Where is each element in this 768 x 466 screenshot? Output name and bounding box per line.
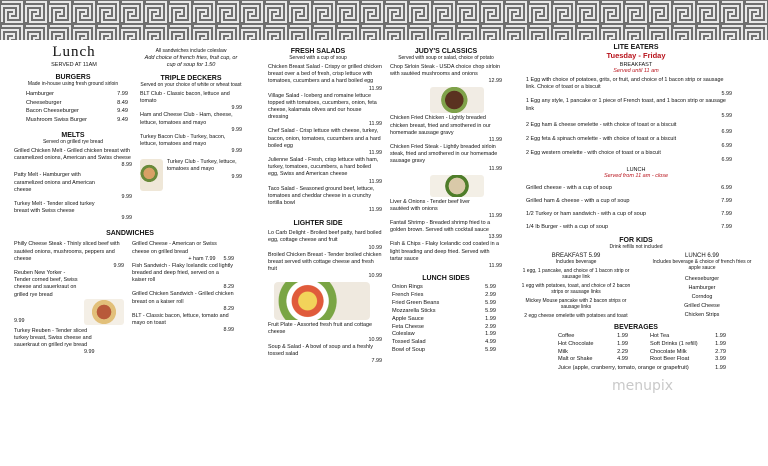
menu-price: 11.99 (488, 165, 502, 172)
menu-item: 1/4 lb Burger - with a cup of soup 7.99 (526, 224, 732, 231)
menu-price: 9.99 (14, 317, 25, 324)
kids-breakfast-heading: BREAKFAST 5.99 (551, 253, 601, 260)
sandwiches-right (132, 241, 234, 356)
menu-item: Taco Salad - Seasoned ground beef, lettuce, tomatoes and cheddar cheese in a crunchy tortilla bowl (268, 185, 375, 207)
menu-item: Patty Melt - Hamburger with caramelized onions and American cheese (14, 172, 95, 193)
kids-note: Drink refills not included (609, 244, 663, 251)
menu-item: 2 Egg western omelette - with choice of toast or a biscuit (526, 150, 661, 157)
menu-item: French Fries 2.99 (392, 291, 496, 298)
steak-photo (430, 87, 484, 113)
menupix-watermark: menupix (612, 378, 674, 394)
menu-item: Grilled Chicken Sandwich - Grilled chicken breast on a kaiser roll (132, 291, 234, 305)
lite-eaters-days: Tuesday - Friday (606, 51, 666, 60)
kids-breakfast-note: Includes beverage (555, 259, 597, 266)
salads-column (254, 44, 382, 365)
kids-breakfast (520, 253, 632, 320)
menu-item: Grilled ham & cheese - with a cup of soup 7.99 (526, 198, 732, 205)
menu-item: BLT Club - Classic bacon, lettuce and tomato (140, 91, 230, 105)
menu-price: 9.99 (231, 148, 242, 155)
lite-lunch-list (520, 180, 752, 234)
menu-item: Reuben New Yorker - Tender corned beef, Swiss cheese and sauerkraut on grilled rye bread (14, 270, 78, 298)
lunch-title: Lunch (52, 44, 96, 60)
menu-item: Julienne Salad - Fresh, crisp lettuce with ham, turkey, tomatoes, cucumbers, a hard boiled egg, Swiss and American cheese (268, 157, 379, 178)
list-item: Corndog (691, 294, 713, 301)
menu-item: Chop Sirloin Steak - USDA choice chop sirloin with sautéed mushrooms and onions (390, 64, 500, 78)
menu-price: 9.99 (113, 263, 124, 270)
menu-item: 1 Egg any style, 1 pancake or 1 piece of French toast, and 1 bacon strip or sausage link (526, 98, 726, 112)
menu-price: 10.99 (368, 336, 382, 343)
judys-column (390, 44, 502, 355)
menu-price: 13.99 (488, 234, 502, 241)
menu-item: Philly Cheese Steak - Thinly sliced beef with sautéed onions, mushrooms, peppers and cheese (14, 241, 120, 262)
list-item: Cheeseburger (684, 276, 720, 283)
menu-item: Village Salad - Iceberg and romaine lettuce topped with tomatoes, cucumbers, onion, feta cheese, kalamata olives and our house dressing (268, 92, 377, 121)
menu-item: Onion Rings 5.99 (392, 284, 496, 291)
melts-note: Served on grilled rye bread (42, 139, 104, 145)
menu-item: Milk 2.29 (558, 348, 628, 355)
beverages-heading: BEVERAGES (614, 324, 658, 332)
list-item: 2 egg cheese omelette with potatoes and toast (524, 313, 628, 320)
reuben-photo (84, 299, 124, 325)
menu-item: Grilled cheese - with a cup of soup 6.99 (526, 185, 732, 192)
triple-deckers-heading: TRIPLE DECKERS (160, 75, 222, 82)
menu-price: 9.99 (231, 105, 242, 112)
juice-item: Juice (apple, cranberry, tomato, orange or grapefruit) 1.99 (558, 364, 726, 371)
menu-price: 9.99 (231, 173, 242, 180)
menu-item: Fish Sandwich - Flaky Icelandic cod lightly breaded and deep fried, served on a kaiser roll (132, 262, 233, 284)
menu-price: 7.99 (371, 358, 382, 365)
menu-price: 8.29 (223, 305, 234, 312)
menu-price: 10.99 (368, 244, 382, 251)
kids-lunch (652, 253, 752, 320)
menu-item: Apple Sauce 1.99 (392, 315, 496, 322)
menu-item: 2 Egg ham & cheese omelette - with choice of toast or a biscuit (526, 121, 677, 128)
menu-price: 6.99 (721, 143, 732, 150)
menu-price: 5.99 (721, 112, 732, 119)
lite-lunch-heading: LUNCH (626, 167, 646, 174)
sandwiches-left (14, 241, 124, 356)
menu-item: Fantail Shrimp - Breaded shrimp fried to a golden brown. Served with cocktail sauce (390, 220, 491, 234)
club-sandwich-photo (140, 159, 163, 191)
menu-item: Bacon Cheeseburger 9.49 (26, 108, 128, 114)
menu-price: 11.99 (368, 85, 382, 92)
menu-price: 11.99 (488, 137, 502, 144)
menu-item: Soft Drinks (1 refill) 1.99 (650, 341, 726, 348)
lite-eaters-heading: LITE EATERS (613, 44, 659, 51)
menu-price: 9.99 (231, 126, 242, 133)
menu-price: 11.99 (368, 150, 382, 157)
menu-item: Turkey Melt - Tender sliced turkey breast with Swiss cheese (14, 201, 95, 215)
menu-item: Grilled Chicken Melt - Grilled chicken breast with caramelized onions, American and Swiss cheese (14, 148, 131, 162)
menu-item: Broiled Chicken Breast - Tender broiled chicken breast served with cottage cheese and fresh fruit (268, 251, 382, 273)
lite-lunch-served: Served from 11 am - close (603, 173, 669, 180)
burgers-heading: BURGERS (55, 74, 91, 81)
triple-deckers-section (140, 48, 242, 222)
list-item: 1 egg with potatoes, toast, and choice of 2 bacon strips or sausage links (521, 283, 631, 296)
menu-item: Feta Cheese 2.99 (392, 323, 496, 330)
melts-heading: MELTS (61, 132, 85, 139)
menu-item: Liver & Onions - Tender beef liver sautéed with onions (390, 198, 470, 212)
menu-item: Coleslaw 1.99 (392, 331, 496, 338)
menu-price: 9.99 (84, 349, 95, 356)
menu-item: Coffee 1.99 (558, 333, 628, 340)
chicken-fried-steak-photo (430, 175, 484, 197)
salads-heading: FRESH SALADS (290, 48, 346, 55)
menu-item: Fish & Chips - Flaky Icelandic cod coated in a light breading and deep fried. Served with tartar sauce (390, 241, 500, 262)
menu-item: Turkey Bacon Club - Turkey, bacon, lettuce, tomatoes and mayo (140, 133, 226, 148)
judys-note: Served with soup or salad, choice of potato (398, 55, 494, 61)
menu-price: 6.99 (721, 157, 732, 164)
kids-lunch-note: Includes beverage & choice of french fries or apple sauce (652, 259, 752, 272)
menu-item: Hamburger 7.99 (26, 91, 128, 97)
menu-item: Mushroom Swiss Burger 9.49 (26, 116, 128, 123)
burgers-section (14, 68, 132, 222)
menu-price: 5.99 (721, 91, 732, 98)
menu-item: Grilled Cheese - American or Swiss cheese on grilled bread (132, 241, 217, 255)
list-item: Grilled Cheese (684, 303, 720, 310)
lite-breakfast-served: Served until 11 am (613, 68, 659, 74)
menu-item: Fruit Plate - Assorted fresh fruit and cottage cheese (268, 322, 372, 336)
menu-item: Chicken Fried Steak - Lightly breaded sirloin steak, fried and smothered in our homemade sausage gravy (390, 144, 498, 165)
menu-item: Mozzarella Sticks 5.99 (392, 307, 496, 314)
list-item: Hamburger (688, 285, 716, 292)
lunch-column (14, 44, 246, 356)
menu-item: 1 Egg with choice of potatoes, grits, or fruit, and choice of 1 bacon strip or sausage link. Choice of toast or a biscuit (526, 77, 724, 91)
lunch-sides-heading: LUNCH SIDES (422, 275, 470, 283)
menu-price: 11.99 (368, 178, 382, 185)
lunch-sides-list (390, 282, 502, 355)
menu-item: Chicken Breast Salad - Crispy or grilled chicken breast over a bed of fresh, crisp lettuce with tomatoes, cucumbers and a hard boiled egg (268, 64, 382, 85)
menu-item: BLT - Classic bacon, lettuce, tomato and mayo on toast (132, 312, 229, 327)
menu-item: Turkey Reuben - Tender sliced turkey breast, Swiss cheese and sauerkraut on grilled rye bread (14, 327, 92, 349)
menu-price: 8.99 (121, 162, 132, 169)
beverages-right (650, 333, 726, 363)
menu-item: Lo Carb Delight - Broiled beef patty, hard boiled egg, cottage cheese and fruit (268, 230, 382, 244)
lite-breakfast-list (520, 75, 752, 164)
salads-note: Served with a cup of soup (289, 55, 347, 61)
menu-price: 8.99 (223, 327, 234, 334)
menu-item: 1/2 Turkey or ham sandwich - with a cup of soup 7.99 (526, 211, 732, 218)
menu-price: 9.99 (121, 215, 132, 222)
menu-item: Hot Tea 1.99 (650, 333, 726, 340)
fruit-plate-photo (274, 282, 370, 320)
menu-item: Fried Green Beans 5.99 (392, 299, 496, 306)
menu-item: Cheeseburger 8.49 (26, 99, 128, 106)
list-item: Mickey Mouse pancake with 2 bacon strips or sausage links (525, 298, 627, 311)
kids-lunch-heading: LUNCH 6.99 (684, 253, 719, 260)
beverages-left (558, 333, 628, 363)
menu-price: 11.99 (368, 121, 382, 128)
judys-heading: JUDY'S CLASSICS (414, 48, 478, 55)
menu-item: Ham and Cheese Club - Ham, cheese, lettuce, tomatoes and mayo (140, 112, 233, 126)
burgers-note: Made in-house using fresh ground sirloin (27, 81, 119, 87)
sandwich-note: All sandwiches include coleslaw Add choice of french fries, fruit cup, or cup of soup for 1.50 (144, 48, 238, 68)
menu-item: Bowl of Soup 5.99 (392, 347, 496, 354)
lighter-side-heading: LIGHTER SIDE (293, 220, 343, 228)
lite-breakfast-heading: BREAKFAST (619, 62, 653, 68)
triple-deckers-note: Served on your choice of white or wheat toast (140, 82, 242, 88)
lite-eaters-column (520, 44, 752, 372)
sandwiches-heading: SANDWICHES (106, 230, 154, 238)
menu-item: Chef Salad - Crisp lettuce with cheese, turkey, bacon, onion, tomatoes, cucumbers and a hard boiled egg (268, 128, 381, 149)
kids-heading: FOR KIDS (619, 237, 653, 245)
menu-price: + ham 7.99 5.99 (188, 255, 234, 262)
menu-item: Malt or Shake 4.99 (558, 356, 628, 363)
lunch-served: SERVED AT 11AM (51, 62, 97, 68)
greek-key-pattern (0, 0, 768, 40)
list-item: 1 egg, 1 pancake, and choice of 1 bacon strip or sausage link (522, 268, 630, 281)
menu-item: Hot Chocolate 1.99 (558, 341, 628, 348)
menu-item: Soup & Salad - A bowl of soup and a freshly tossed salad (268, 343, 373, 357)
menu-price: 11.99 (368, 207, 382, 214)
menu-price: 11.99 (488, 263, 502, 270)
menu-price: 9.99 (121, 194, 132, 201)
list-item: Chicken Strips (684, 312, 720, 319)
menu-item: 2 Egg feta & spinach omelette - with choice of toast or a biscuit (526, 136, 677, 143)
menu-price: 10.99 (368, 273, 382, 280)
menu-item: Chicken Fried Chicken - Lightly breaded chicken breast, fried and smothered in our homemade sausage gravy (390, 115, 491, 136)
menu-item: Root Beer Float 3.99 (650, 356, 726, 363)
decorative-pattern-banner (0, 0, 768, 40)
menu-price: 8.29 (223, 284, 234, 291)
menu-item: Chocolate Milk 2.79 (650, 348, 726, 355)
menu-price: 6.99 (721, 129, 732, 136)
menu-item: Tossed Salad 4.99 (392, 339, 496, 346)
menu-price: 12.99 (488, 78, 502, 85)
menu-item: Turkey Club - Turkey, lettuce, tomatoes and mayo (166, 159, 237, 173)
menu-price: 11.99 (488, 213, 502, 220)
